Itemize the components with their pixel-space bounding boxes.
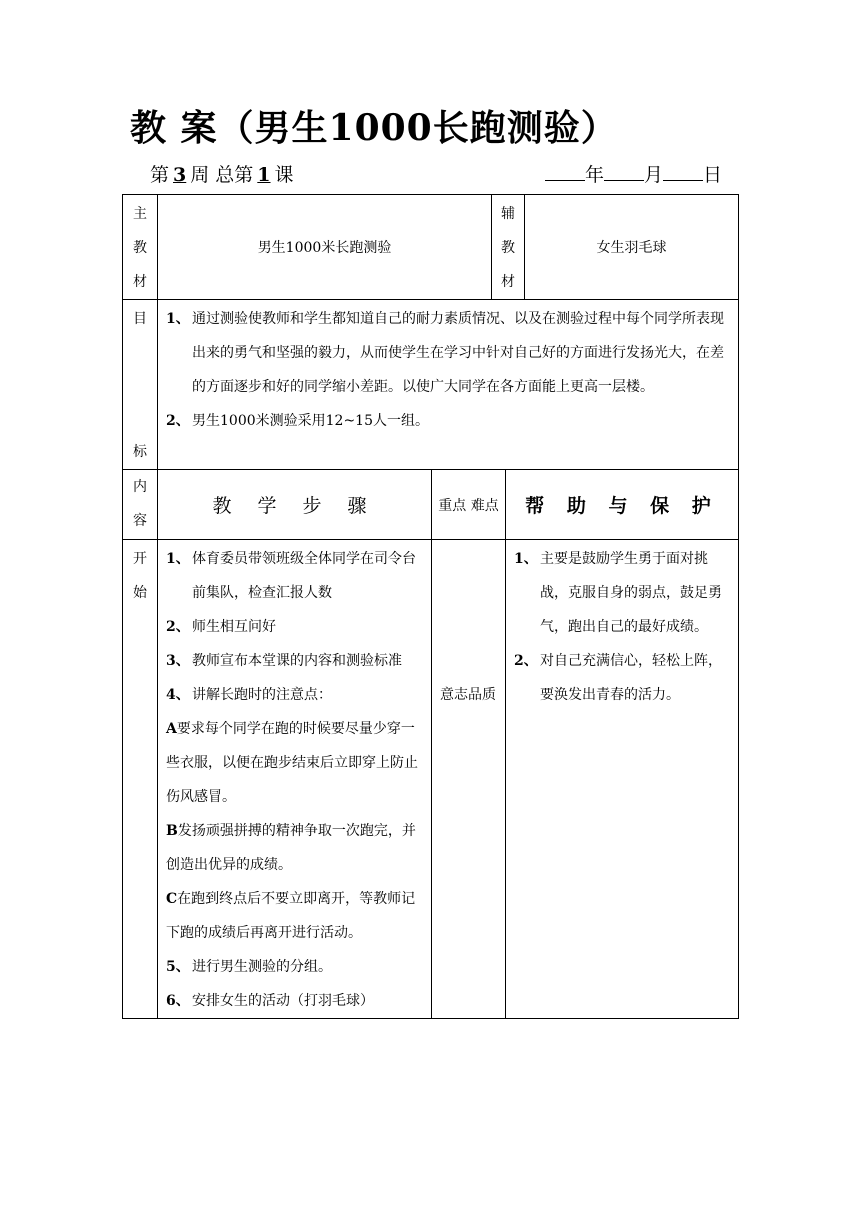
page-title: 教 案（男生1000长跑测验）: [130, 107, 618, 149]
goal-label-top: 目: [133, 311, 147, 327]
step-number: 6、: [166, 993, 190, 1009]
goal-text: 通过测验使教师和学生都知道自己的耐力素质情况、以及在测验过程中每个同学所表现出来的勇气和坚强的毅力，从而使学生在学习中针对自己好的方面进行发扬光大，在差的方面逐步和好的同学缩小差距。以使广大同学在各方面能上更高一层楼。: [192, 311, 724, 395]
label-char: 始: [133, 585, 147, 601]
note-item: [158, 814, 427, 882]
label-char: 教: [501, 240, 516, 256]
note-key: B: [166, 823, 178, 839]
header-row: [123, 470, 739, 540]
step-number: 5、: [166, 959, 190, 975]
day-label: 日: [703, 164, 723, 186]
step-number: 4、: [166, 687, 190, 703]
step-text: 体育委员带领班级全体同学在司令台前集队，检查汇报人数: [192, 551, 416, 601]
step-text: 师生相互问好: [192, 619, 276, 635]
step-text: 教师宣布本堂课的内容和测验标准: [192, 653, 402, 669]
label-char: 容: [133, 513, 147, 529]
week-suffix: 课: [274, 164, 294, 186]
step-item: [158, 644, 427, 678]
date-line: [545, 160, 722, 187]
note-text: 发扬顽强拼搏的精神争取一次跑完，并创造出优异的成绩。: [166, 823, 416, 873]
step-text: 安排女生的活动（打羽毛球）: [192, 993, 374, 1009]
goal-number: 1、: [166, 311, 190, 327]
help-header-text: 帮 助 与 保 护: [525, 495, 719, 517]
steps-content: [158, 540, 432, 1019]
label-char: 内: [133, 479, 147, 495]
day-blank: [663, 162, 703, 181]
month-label: 月: [644, 164, 664, 186]
goal-content: [158, 300, 739, 470]
week-number: 3: [173, 164, 187, 186]
start-row: [123, 540, 739, 1019]
step-text: 讲解长跑时的注意点：: [192, 687, 332, 703]
step-item: [158, 678, 427, 712]
step-item: [158, 610, 427, 644]
year-label: 年: [585, 164, 605, 186]
note-key: C: [166, 891, 178, 907]
goal-item: [158, 302, 738, 404]
lesson-number: 1: [257, 164, 271, 186]
step-number: 1、: [166, 551, 190, 567]
goal-label-bottom: 标: [133, 444, 147, 460]
step-number: 2、: [166, 619, 190, 635]
year-blank: [545, 162, 585, 181]
start-label: [123, 540, 158, 1019]
lesson-plan-table: [122, 194, 739, 1019]
main-material-row: [123, 195, 739, 300]
help-text: 主要是鼓励学生勇于面对挑战，克服自身的弱点，鼓足勇气，跑出自己的最好成绩。: [540, 551, 723, 635]
aux-material-value: 女生羽毛球: [525, 195, 739, 300]
steps-header: [158, 470, 432, 540]
note-text: 要求每个同学在跑的时候要尽量少穿一些衣服，以便在跑步结束后立即穿上防止伤风感冒。: [166, 721, 418, 805]
help-item: [506, 644, 732, 712]
goal-number: 2、: [166, 413, 190, 429]
step-text: 进行男生测验的分组。: [192, 959, 332, 975]
steps-header-text: 教 学 步 骤: [212, 495, 377, 517]
note-key: A: [166, 721, 177, 737]
goal-row: [123, 300, 739, 470]
aux-material-label: [492, 195, 525, 300]
step-item: [158, 542, 427, 610]
help-content: [506, 540, 739, 1019]
help-number: 2、: [514, 653, 538, 669]
note-text: 在跑到终点后不要立即离开，等教师记下跑的成绩后再离开进行活动。: [166, 891, 416, 941]
step-item: [158, 950, 427, 984]
label-char: 材: [501, 274, 516, 290]
goal-text: 男生1000米测验采用12~15人一组。: [192, 413, 429, 429]
week-mid: 周 总第: [190, 164, 254, 186]
label-char: 开: [133, 551, 147, 567]
keypoints-content: [432, 540, 506, 1019]
goal-label: [123, 300, 158, 470]
help-number: 1、: [514, 551, 538, 567]
keypoints-header: 重点 难点: [432, 470, 506, 540]
note-item: [158, 712, 427, 814]
goal-item: [158, 404, 738, 438]
content-label: [123, 470, 158, 540]
label-char: 主: [133, 206, 147, 222]
label-char: 材: [133, 274, 147, 290]
week-line: [150, 160, 294, 187]
keypoint-text: 意志品质: [440, 687, 496, 703]
help-text: 对自己充满信心，轻松上阵，要涣发出青春的活力。: [540, 653, 723, 703]
week-prefix: 第: [150, 164, 170, 186]
help-header: [506, 470, 739, 540]
month-blank: [604, 162, 644, 181]
step-number: 3、: [166, 653, 190, 669]
help-item: [506, 542, 732, 644]
main-material-value: 男生1000米长跑测验: [158, 195, 492, 300]
step-item: [158, 984, 427, 1018]
main-material-label: [123, 195, 158, 300]
note-item: [158, 882, 427, 950]
label-char: 辅: [501, 206, 516, 222]
label-char: 教: [133, 240, 147, 256]
